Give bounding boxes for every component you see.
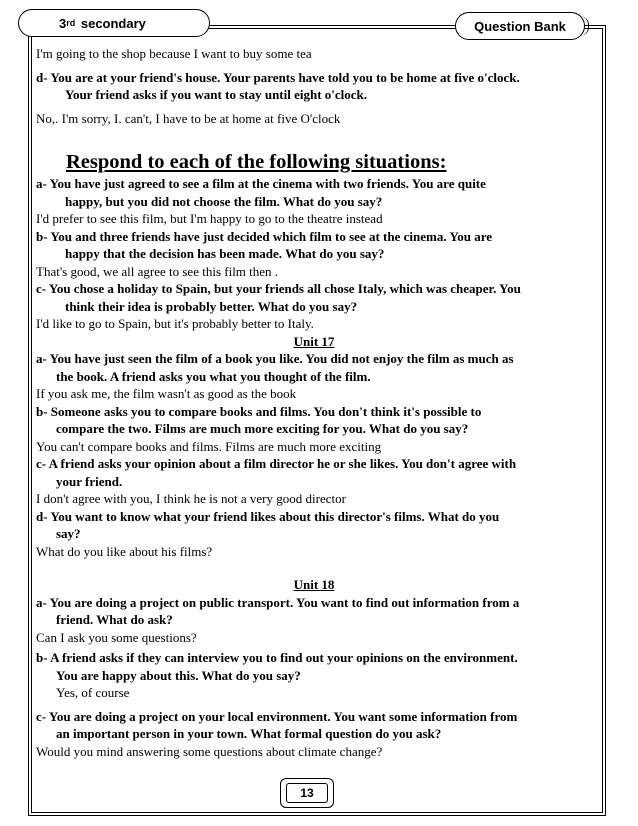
grade-number: 3 [59,15,67,31]
question-line: d- You want to know what your friend likes about this director's films. What do you [36,508,500,524]
question-line: compare the two. Films are much more exciting for you. What do you say? [56,421,469,436]
question-line: a- You are doing a project on public transport. You want to find out information from a [36,594,520,610]
question-line: friend. What do ask? [56,612,173,627]
grade-tab [18,9,210,37]
question-line: b- You and three friends have just decided which film to see at the cinema. You are [36,228,493,244]
answer-line: You can't compare books and films. Films are much more exciting [36,438,382,454]
unit-heading: Unit 17 [293,333,335,349]
question-line: c- You chose a holiday to Spain, but your friends all chose Italy, which was cheaper. You [36,281,521,296]
section-heading: Respond to each of the following situations: [66,151,447,173]
question-line: happy, but you did not choose the film. What do you say? [65,193,383,209]
answer-line: If you ask me, the film wasn't as good as the book [36,386,297,401]
grade-superscript: rd [66,18,76,28]
answer-line: Can I ask you some questions? [36,629,197,645]
question-line: a- You have just seen the film of a book you like. You did not enjoy the film as much as [36,351,514,366]
unit-heading: Unit 18 [293,577,335,592]
question-line: c- A friend asks your opinion about a film director he or she likes. You don't agree with [36,456,517,471]
question-line: d- You are at your friend's house. Your parents have told you to be home at five o'clock. [36,69,520,85]
answer-line: Would you mind answering some questions about climate change? [36,743,383,759]
question-line: You are happy about this. What do you say? [56,667,301,683]
answer-line: Yes, of course [56,685,130,700]
question-line: Your friend asks if you want to stay until eight o'clock. [65,87,368,102]
grade-word: secondary [80,15,146,31]
question-line: b- Someone asks you to compare books and films. You don't think it's possible to [36,403,482,419]
answer-text: I'm going to the shop because I want to buy some tea [36,46,312,61]
answer-line: No,. I'm sorry, I. can't, I have to be at home at five O'clock [36,110,341,126]
answer-line: I'd prefer to see this film, but I'm happy to go to the theatre instead [36,211,383,226]
question-line: think their idea is probably better. What do you say? [65,298,358,314]
question-line: an important person in your town. What formal question do you ask? [56,726,442,741]
question-line: your friend. [56,473,123,489]
question-line: c- You are doing a project on your local environment. You want some information from [36,708,518,724]
page-content [36,45,592,760]
page-number: 13 [286,783,328,803]
answer-line: I don't agree with you, I think he is not a very good director [36,491,346,506]
answer-line: What do you like about his films? [36,543,213,559]
question-line: the book. A friend asks you what you thought of the film. [56,368,371,384]
question-line: a- You have just agreed to see a film at the cinema with two friends. You are quite [36,176,486,191]
question-line: b- A friend asks if they can interview you to find out your opinions on the environment. [36,650,518,665]
question-line: happy that the decision has been made. What do you say? [65,246,385,261]
question-bank-badge: Question Bank [455,12,585,40]
answer-line [36,45,592,63]
question-line: say? [56,526,81,541]
answer-line: That's good, we all agree to see this film then . [36,263,279,279]
answer-line: I'd like to go to Spain, but it's probably better to Italy. [36,316,314,331]
